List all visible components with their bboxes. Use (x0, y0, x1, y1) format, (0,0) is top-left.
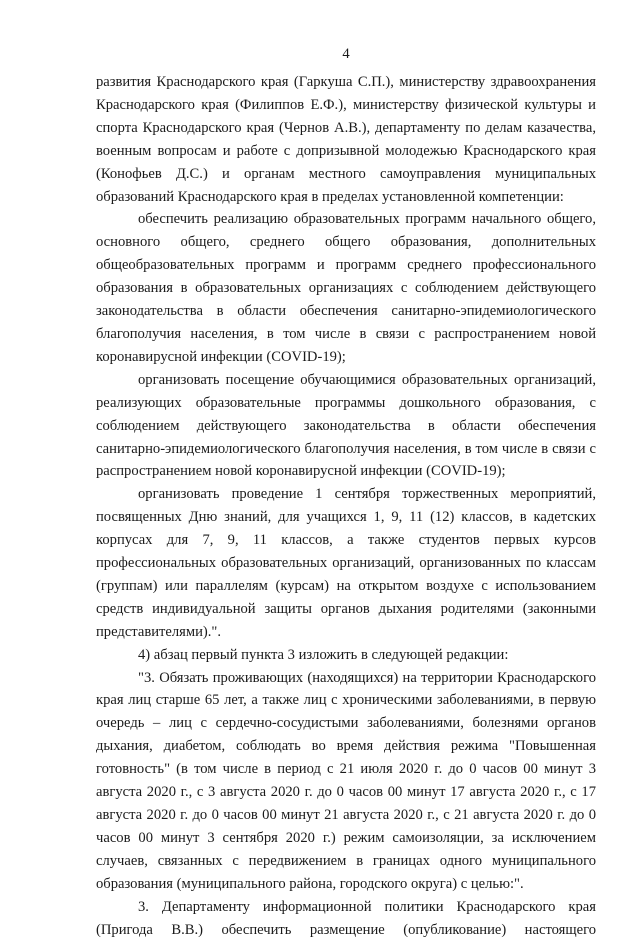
paragraph-item-3-publication: 3. Департаменту информационной политики Краснодарского края (Пригода В.В.) обеспечить размещение (опубликование) настоящего (96, 898, 596, 938)
paragraph-responsible-bodies: развития Краснодарского края (Гаркуша С.П.), министерству здравоохранения Краснодарского края (Филиппов Е.Ф.), министерству физической культуры и спорта Краснодарского края (Чернов А.В.), департаменту по делам казачества, военным вопросам и работе с допризывной молодежью Краснодарского края (Конофьев Д.С.) и органам местного самоуправления муниципальных образований Краснодарского края в пределах установленной компетенции: (96, 74, 596, 205)
paragraph-education-programs: обеспечить реализацию образовательных программ начального общего, основного общего, среднего общего образования, дополнительных общеобразовательных программ и программ среднего профессионального образования в образовательных организациях с соблюдением действующего законодательства в области обеспечения санитарно-эпидемиологического благополучия населения, в том числе в связи с распространением новой коронавирусной инфекции (COVID-19); (96, 211, 596, 365)
paragraph-self-isolation: "3. Обязать проживающих (находящихся) на территории Краснодарского края лиц старше 65 лет, а также лиц с хроническими заболеваниями, в первую очередь – лиц с сердечно-сосудистыми заболеваниями, болезнями органов дыхания, диабетом, соблюдать во время действия режима "Повышенная готовность" (в том числе в период с 21 июля 2020 г. до 0 часов 00 минут 3 августа 2020 г., с 3 августа 2020 г. до 0 часов 00 минут 17 августа 2020 г., с 17 августа 2020 г. до 0 часов 00 минут 21 августа 2020 г., с 21 августа 2020 г. до 0 часов 00 минут 3 сентября 2020 г.) режим самоизоляции, за исключением случаев, связанных с передвижением в границах одного муниципального образования (муниципального района, городского округа) с целью:". (96, 669, 596, 892)
paragraph-amendment-item-4: 4) абзац первый пункта 3 изложить в следующей редакции: (138, 646, 509, 663)
paragraph-preschool-attendance: организовать посещение обучающимися образовательных организаций, реализующих образовательные программы дошкольного образования, с соблюдением действующего законодательства в области обеспечения санитарно-эпидемиологического благополучия населения, в том числе в связи с распространением новой коронавирусной инфекции (COVID-19); (96, 371, 596, 480)
page-number: 4 (342, 46, 350, 62)
paragraph-knowledge-day: организовать проведение 1 сентября торжественных мероприятий, посвященных Дню знаний, для учащихся 1, 9, 11 (12) классов, в кадетских корпусах для 7, 9, 11 классов, а также студентов первых курсов профессиональных образовательных организаций, организованных по классам (группам) или параллелям (курсам) на открытом воздухе с использованием средств индивидуальной защиты органов дыхания родителями (законными представителями).". (96, 486, 596, 640)
